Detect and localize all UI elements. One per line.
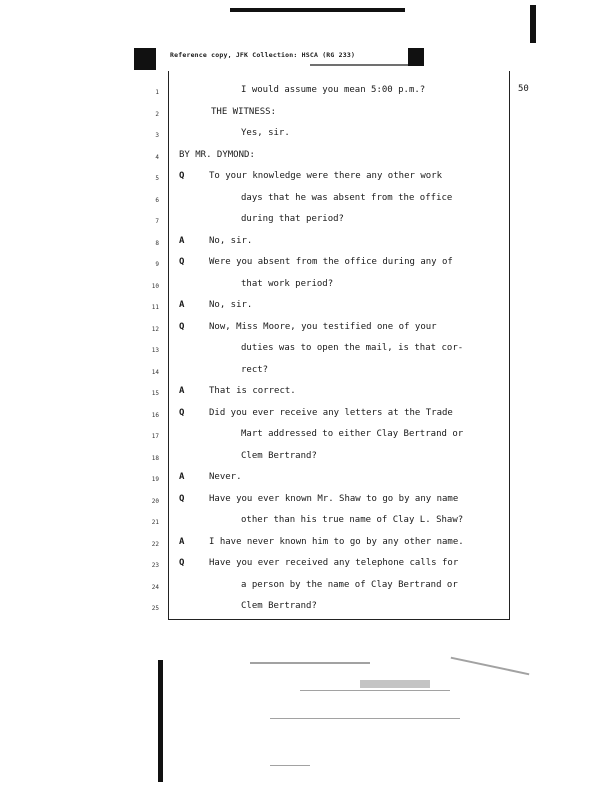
line-number: 11 xyxy=(151,304,159,311)
line-number: 20 xyxy=(151,497,159,505)
transcript-line xyxy=(151,535,509,555)
line-text: days that he was absent from the office xyxy=(241,192,453,203)
transcript-line xyxy=(151,363,509,383)
transcript-line xyxy=(151,578,509,598)
line-text: No, sir. xyxy=(209,235,253,246)
qa-label: A xyxy=(179,300,185,310)
line-number: 5 xyxy=(155,175,159,182)
transcript-line xyxy=(151,427,509,447)
transcript-line xyxy=(155,83,509,103)
line-number: 23 xyxy=(151,562,159,569)
line-number: 24 xyxy=(151,583,159,591)
transcript-frame xyxy=(151,71,510,620)
line-number: 22 xyxy=(151,540,159,548)
line-number: 7 xyxy=(155,218,159,225)
scan-smudge-5 xyxy=(360,680,430,688)
transcript-line xyxy=(151,556,509,576)
line-text: Did you ever receive any letters at the Trade xyxy=(209,407,453,418)
line-number: 15 xyxy=(151,390,159,397)
transcript-line xyxy=(155,126,509,146)
line-number: 6 xyxy=(155,196,159,204)
scan-artifact-top-bar xyxy=(230,8,405,12)
line-number: 3 xyxy=(155,132,159,139)
line-text: that work period? xyxy=(241,278,334,289)
scan-artifact-header-block-left xyxy=(134,48,156,70)
qa-label: Q xyxy=(179,171,185,181)
line-text: other than his true name of Clay L. Shaw? xyxy=(241,515,464,525)
line-number: 19 xyxy=(151,476,159,483)
transcript-line xyxy=(151,513,509,533)
line-number: 18 xyxy=(151,454,159,462)
line-number: 13 xyxy=(151,347,159,354)
scan-artifact-header-underline xyxy=(310,64,410,66)
line-number: 4 xyxy=(155,153,159,161)
line-text: THE WITNESS: xyxy=(211,106,277,117)
qa-label: A xyxy=(179,536,185,547)
transcript-line xyxy=(151,599,509,619)
transcript-line xyxy=(155,212,509,232)
line-text: I have never known him to go by any other name. xyxy=(209,536,464,547)
qa-label: Q xyxy=(179,321,185,332)
line-text: BY MR. DYMOND: xyxy=(179,149,255,160)
qa-label: A xyxy=(179,386,185,396)
transcript-line xyxy=(151,492,509,512)
line-text: To your knowledge were there any other work xyxy=(209,171,442,181)
line-text: Clem Bertrand? xyxy=(241,601,317,611)
line-text: Never. xyxy=(209,472,242,482)
transcript-line xyxy=(151,341,509,361)
transcript-line xyxy=(151,470,509,490)
scan-smudge-3 xyxy=(300,690,450,691)
transcript-line xyxy=(151,384,509,404)
line-text: Have you ever received any telephone calls for xyxy=(209,558,459,568)
line-number: 17 xyxy=(151,433,159,440)
line-number: 2 xyxy=(155,110,159,118)
qa-label: Q xyxy=(179,558,185,568)
line-text: rect? xyxy=(241,364,269,375)
line-number: 1 xyxy=(155,89,159,96)
scan-smudge-6 xyxy=(270,765,310,766)
line-text: Have you ever known Mr. Shaw to go by any name xyxy=(209,493,459,504)
line-text: Were you absent from the office during any of xyxy=(209,257,453,267)
transcript-line xyxy=(155,234,509,254)
transcript-line xyxy=(151,277,509,297)
line-text: I would assume you mean 5:00 p.m.? xyxy=(241,85,426,95)
line-number: 21 xyxy=(151,519,159,526)
transcript-line xyxy=(151,298,509,318)
line-text: Now, Miss Moore, you testified one of your xyxy=(209,321,437,332)
line-text: No, sir. xyxy=(209,300,253,310)
scan-smudge-2 xyxy=(451,657,530,676)
line-text: duties was to open the mail, is that cor- xyxy=(241,343,464,353)
page-number: 50 xyxy=(518,84,529,94)
line-text: during that period? xyxy=(241,214,344,224)
transcript-line xyxy=(151,320,509,340)
line-number: 9 xyxy=(155,261,159,268)
reference-header: Reference copy, JFK Collection: HSCA (RG 233) xyxy=(170,51,356,59)
qa-label: A xyxy=(179,472,185,482)
line-number: 12 xyxy=(151,325,159,333)
transcript-line xyxy=(155,191,509,211)
line-text: Yes, sir. xyxy=(241,128,290,138)
transcript-line xyxy=(151,406,509,426)
line-text: That is correct. xyxy=(209,386,296,396)
transcript-line xyxy=(155,148,509,168)
scan-smudge-4 xyxy=(270,718,460,719)
transcript-line xyxy=(151,449,509,469)
transcript-line xyxy=(155,169,509,189)
line-number: 16 xyxy=(151,411,159,419)
line-number: 10 xyxy=(151,282,159,290)
scan-artifact-right-bar xyxy=(530,5,536,43)
transcript-line xyxy=(155,255,509,275)
line-text: a person by the name of Clay Bertrand or xyxy=(241,579,458,590)
qa-label: Q xyxy=(179,493,185,504)
line-number: 14 xyxy=(151,368,159,376)
scan-artifact-header-block-right xyxy=(408,48,424,66)
qa-label: Q xyxy=(179,407,185,418)
line-text: Clem Bertrand? xyxy=(241,450,317,461)
scan-artifact-bottom-bar xyxy=(158,660,163,782)
transcript-line xyxy=(155,105,509,125)
qa-label: Q xyxy=(179,257,185,267)
line-number: 8 xyxy=(155,239,159,247)
qa-label: A xyxy=(179,235,185,246)
scan-smudge-1 xyxy=(250,662,370,664)
line-text: Mart addressed to either Clay Bertrand or xyxy=(241,429,464,439)
line-number: 25 xyxy=(151,605,159,612)
